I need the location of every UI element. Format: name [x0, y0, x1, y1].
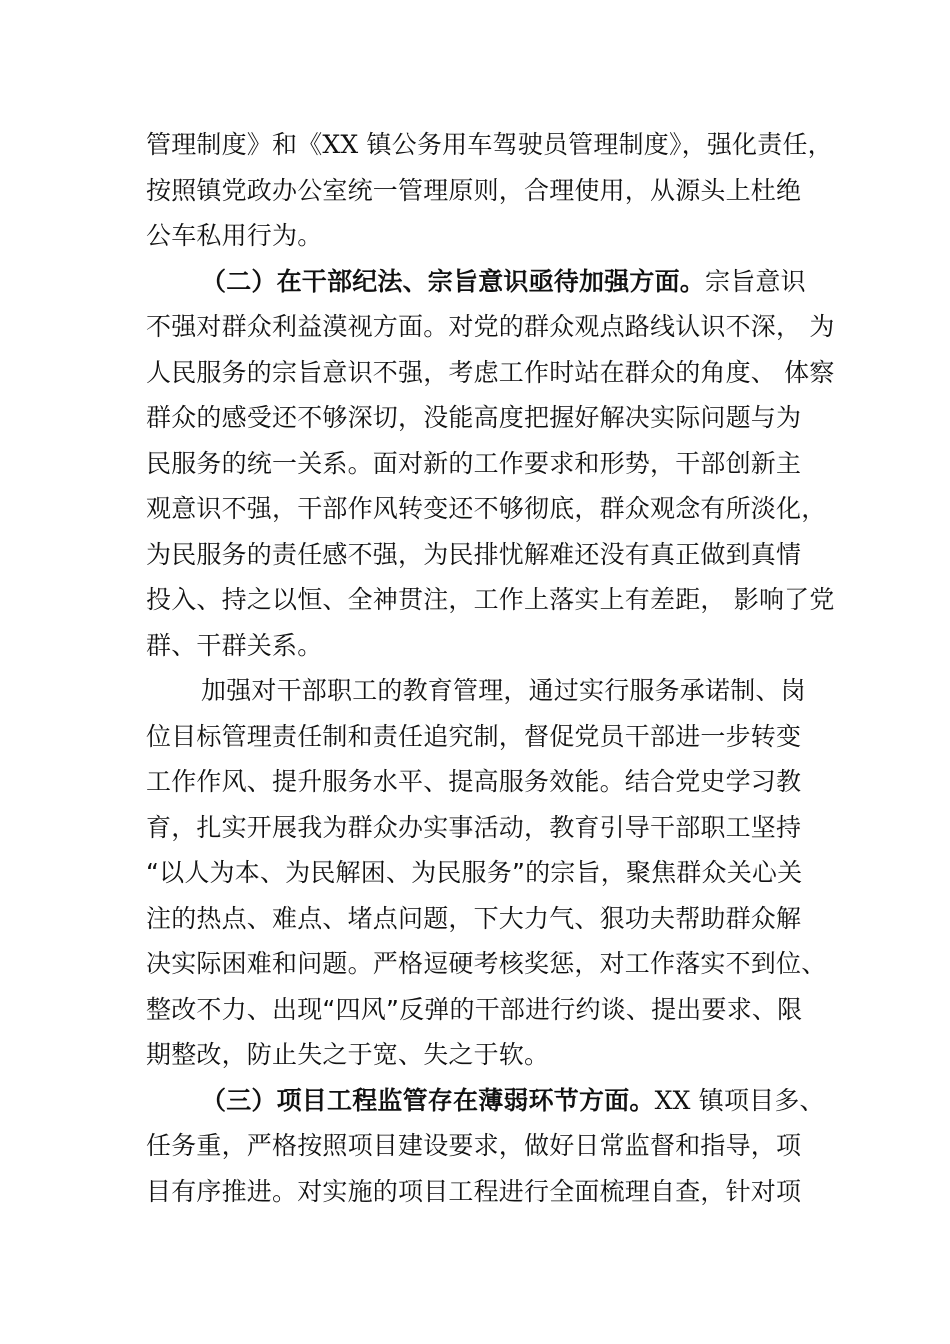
body-text-run: 不强对群众利益漠视方面。对党的群众观点路线认识不深， 为: [146, 312, 835, 341]
body-text-run: 宗旨意识: [705, 266, 806, 296]
body-text-run: 民服务的统一关系。面对新的工作要求和形势，干部创新主: [146, 448, 802, 478]
text-line: [146, 759, 836, 805]
text-line: [146, 350, 836, 396]
body-text-run: 注的热点、难点、堵点问题，下大力气、狠功夫帮助群众解: [146, 903, 802, 933]
text-line: [146, 532, 836, 578]
text-line: [146, 168, 836, 214]
body-text-run: 决实际困难和问题。严格逗硬考核奖惩，对工作落实不到位、: [146, 949, 827, 978]
body-text-run: 工作作风、提升服务水平、提高服务效能。结合党史学习教: [146, 767, 802, 796]
text-line: [146, 122, 836, 168]
body-text-run: 任务重，严格按照项目建设要求，做好日常监督和指导，项: [146, 1131, 802, 1160]
text-line: [146, 668, 836, 714]
text-line: [146, 441, 836, 487]
body-text-run: 镇项目多、: [690, 1085, 825, 1115]
body-text-run: 目有序推进。对实施的项目工程进行全面梳理自查，针对项: [146, 1176, 802, 1206]
text-line: [146, 577, 836, 623]
body-text-run: 整改不力、出现“四风”反弹的干部进行约谈、提出要求、限: [146, 994, 803, 1024]
body-text-run: 位目标管理责任制和责任追究制，督促党员干部进一步转变: [146, 721, 802, 751]
section-heading-text: （二）在干部纪法、宗旨意识亟待加强方面。: [201, 266, 706, 296]
text-line: [146, 486, 836, 532]
body-text-run: 加强对干部职工的教育管理，通过实行服务承诺制、岗: [201, 676, 806, 705]
body-text-run: 期整改，防止失之于宽、失之于软。: [146, 1040, 550, 1069]
text-line: [146, 304, 836, 350]
body-text-run: 群众的感受还不够深切，没能高度把握好解决实际问题与为: [146, 403, 802, 432]
body-text-run: 镇公务用车驾驶员管理制度》，强化责任，: [358, 130, 833, 159]
section-heading-text: （三）项目工程监管存在薄弱环节方面。: [201, 1085, 655, 1115]
document-body: [146, 122, 836, 1214]
body-text-run: XX: [322, 130, 359, 159]
text-line: [146, 1078, 836, 1124]
body-text-run: 投入、持之以恒、全神贯注，工作上落实上有差距， 影响了党: [146, 585, 835, 614]
text-line: [146, 1169, 836, 1215]
body-text-run: 为民服务的责任感不强，为民排忧解难还没有真正做到真情: [146, 539, 802, 569]
body-text-run: 管理制度》和《: [146, 130, 323, 159]
body-text-run: 育，扎实开展我为群众办实事活动，教育引导干部职工坚持: [146, 812, 802, 842]
text-line: [146, 987, 836, 1033]
text-line: [146, 805, 836, 851]
text-line: [146, 941, 836, 987]
body-text-run: 群、干群关系。: [146, 630, 323, 660]
text-line: [146, 714, 836, 760]
text-line: [146, 1032, 836, 1078]
text-line: [146, 896, 836, 942]
body-text-run: XX: [654, 1085, 691, 1115]
text-line: [146, 850, 836, 896]
body-text-run: 观意识不强，干部作风转变还不够彻底，群众观念有所淡化，: [146, 494, 827, 523]
body-text-run: 人民服务的宗旨意识不强，考虑工作时站在群众的角度、 体察: [146, 357, 835, 387]
text-line: [146, 1123, 836, 1169]
text-line: [146, 213, 836, 259]
text-line: [146, 623, 836, 669]
body-text-run: 公车私用行为。: [146, 221, 323, 250]
body-text-run: 按照镇党政办公室统一管理原则，合理使用，从源头上杜绝: [146, 175, 802, 205]
text-line: [146, 395, 836, 441]
body-text-run: “以人为本、为民解困、为民服务”的宗旨，聚焦群众关心关: [146, 858, 803, 887]
text-line: [146, 259, 836, 305]
